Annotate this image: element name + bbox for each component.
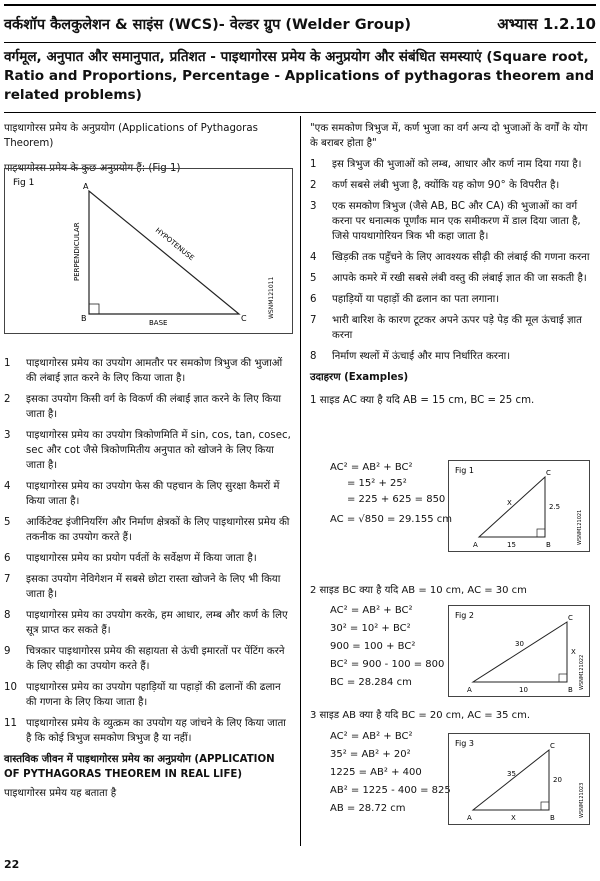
- vertex-b: B: [81, 314, 87, 323]
- right-angle-mark: [89, 304, 99, 314]
- ex-fig-2-side-ab: 10: [519, 686, 528, 694]
- ex1-line-1: AC² = AB² + BC²: [330, 462, 413, 473]
- list-item-text: खिड़की तक पहुँचने के लिए आवश्यक सीढ़ी की लंबाई की गणना करना: [332, 252, 590, 263]
- perpendicular-label: PERPENDICULAR: [73, 222, 81, 281]
- example-3-solution: [330, 728, 451, 818]
- list-item-text: इस त्रिभुज की भुजाओं को लम्ब, आधार और कर्ण नाम दिया गया है।: [332, 159, 582, 170]
- list-item-text: एक समकोण त्रिभुज (जैसे AB, BC और CA) की भुजाओं का वर्ग करना पर धनात्मक पूर्णांक मान एक समीकरण में डाल दिया जाता है, जिसे पायथागोरियन त्रिक भी कहा जाता है।: [332, 201, 581, 242]
- ex2-line-4: BC² = 900 - 100 = 800: [330, 659, 445, 670]
- list-item: [310, 271, 596, 286]
- ex-fig-1-a: A: [473, 541, 478, 549]
- list-item: [4, 479, 292, 509]
- example-figure-3: [448, 733, 590, 825]
- list-item-text: पाइथागोरस प्रमेय का उपयोग त्रिकोणमिति में sin, cos, tan, cosec, sec और cot जैसे त्रिकोणमितीय अनुपात को खोजने के लिए किया जाता है।: [26, 430, 291, 471]
- ex-fig-3-code: WSNM121023: [579, 782, 585, 818]
- example-2-question: 2 साइड BC क्या है यदि AB = 10 cm, AC = 30 cm: [310, 585, 527, 596]
- ex3-line-4: AB² = 1225 - 400 = 825: [330, 785, 451, 796]
- ex-fig-2-code: WSNM121022: [579, 654, 585, 690]
- ex-fig-2-x: X: [571, 648, 576, 656]
- page-title: वर्गमूल, अनुपात और समानुपात, प्रतिशत - पाइथागोरस प्रमेय के अनुप्रयोग और संबंधित समस्याएं (Square root, Ratio and Proportions, Percentage - Applications of pythagoras theorem and related problems): [4, 49, 595, 103]
- ex-fig-2-label: Fig 2: [455, 611, 474, 620]
- header-rule: [4, 42, 596, 43]
- list-item: [4, 392, 292, 422]
- list-item-number: 7: [4, 574, 11, 585]
- ex2-line-2: 30² = 10² + BC²: [330, 623, 411, 634]
- ex-fig-3-triangle: [473, 750, 549, 810]
- list-item-number: 8: [4, 610, 11, 621]
- applications-list: [4, 356, 292, 746]
- list-item-number: 3: [310, 201, 317, 212]
- example-3-question: 3 साइड AB क्या है यदि BC = 20 cm, AC = 35 cm.: [310, 710, 531, 721]
- ex-fig-2-triangle: [473, 622, 567, 682]
- example-figure-3-drawing: [449, 734, 589, 824]
- example-figure-1: [448, 460, 590, 552]
- ex-fig-3-a: A: [467, 814, 472, 822]
- list-item-number: 1: [310, 159, 317, 170]
- list-item-text: कर्ण सबसे लंबी भुजा है, क्योंकि यह कोण 90° के विपरीत है।: [332, 180, 560, 191]
- list-item-text: पाइथागोरस प्रमेय का उपयोग आमतौर पर समकोण त्रिभुज की भुजाओं की लंबाई ज्ञात करने के लिए किया जाता है।: [26, 358, 283, 384]
- ex3-line-3: 1225 = AB² + 400: [330, 767, 422, 778]
- list-item: [310, 178, 596, 193]
- list-item: [310, 349, 596, 364]
- figure-1-label: Fig 1: [13, 178, 35, 188]
- list-item-text: पहाड़ियों या पहाड़ों की ढलान का पता लगाना।: [332, 294, 500, 305]
- ex-fig-2-side-ac: 30: [515, 640, 524, 648]
- triangle-shape: [89, 191, 239, 314]
- list-item-number: 9: [4, 646, 11, 657]
- ex-fig-1-side-ab: 15: [507, 541, 516, 549]
- ex-fig-2-b: B: [568, 686, 573, 694]
- list-item-number: 5: [4, 517, 11, 528]
- list-item: [4, 716, 292, 746]
- list-item-text: पाइथागोरस प्रमेय का प्रयोग पर्वतों के सर्वेक्षण में किया जाता है।: [26, 553, 257, 564]
- real-life-intro: पाइथागोरस प्रमेय यह बताता है: [4, 788, 117, 799]
- ex-fig-2-right-angle: [559, 674, 567, 682]
- list-item-text: पाइथागोरस प्रमेय के व्युत्क्रम का उपयोग यह जांचने के लिए किया जाता है कि कोई त्रिभुज समकोण त्रिभुज है या नहीं।: [26, 718, 286, 744]
- applications-heading: पाइथागोरस प्रमेय के अनुप्रयोग (Applications of Pythagoras Theorem): [4, 123, 258, 149]
- list-item-text: पाइथागोरस प्रमेय का उपयोग पहाड़ियों या पहाड़ों की ढलानों की ढलान की गणना के लिए किया जाता है।: [26, 682, 281, 708]
- ex-fig-2-a: A: [467, 686, 472, 694]
- list-item: [4, 572, 292, 602]
- ex-fig-1-code: WSNM121021: [577, 509, 583, 545]
- ex3-line-1: AC² = AB² + BC²: [330, 731, 413, 742]
- list-item-number: 11: [4, 718, 17, 729]
- base-label: BASE: [149, 319, 168, 327]
- right-column: [310, 121, 596, 408]
- vertex-a: A: [83, 182, 89, 191]
- list-item-text: आपके कमरे में रखी सबसे लंबी वस्तु की लंबाई ज्ञात की जा सकती है।: [332, 273, 587, 284]
- column-divider: [300, 116, 301, 846]
- ex1-line-2: = 15² + 25²: [347, 478, 407, 489]
- ex-fig-1-label: Fig 1: [455, 466, 474, 475]
- list-item-number: 6: [310, 294, 317, 305]
- ex-fig-3-right-angle: [541, 802, 549, 810]
- list-item-number: 2: [310, 180, 317, 191]
- example-1-question: 1 साइड AC क्या है यदि AB = 15 cm, BC = 25 cm.: [310, 395, 535, 406]
- applications-intro: पाइथागोरस प्रमेय के कुछ अनुप्रयोग हैं: (Fig 1): [4, 163, 181, 174]
- list-item-text: आर्किटेक्ट इंजीनियरिंग और निर्माण क्षेत्रकों के लिए पाइथागोरस प्रमेय की तकनीक का उपयोग करते हैं।: [26, 517, 290, 543]
- list-item: [4, 515, 292, 545]
- ex-fig-2-c: C: [568, 614, 573, 622]
- list-item: [4, 356, 292, 386]
- ex-fig-1-b: B: [546, 541, 551, 549]
- list-item-number: 6: [4, 553, 11, 564]
- list-item-number: 7: [310, 315, 317, 326]
- list-item-text: निर्माण स्थलों में ऊंचाई और माप निर्धारित करना।: [332, 351, 511, 362]
- list-item-number: 1: [4, 358, 11, 369]
- list-item: [310, 250, 596, 265]
- list-item: [4, 644, 292, 674]
- example-figure-2: [448, 605, 590, 697]
- ex3-line-2: 35² = AB² + 20²: [330, 749, 411, 760]
- ex-fig-3-c: C: [550, 742, 555, 750]
- example-2-solution: [330, 602, 444, 692]
- exercise-number: अभ्यास 1.2.10: [497, 15, 596, 33]
- list-item-number: 2: [4, 394, 11, 405]
- list-item: [310, 292, 596, 307]
- vertex-c: C: [241, 314, 247, 323]
- list-item: [4, 551, 292, 566]
- examples-heading: उदाहरण (Examples): [310, 372, 409, 383]
- ex-fig-1-right-angle: [537, 529, 545, 537]
- list-item-number: 4: [4, 481, 11, 492]
- ex-fig-3-b: B: [550, 814, 555, 822]
- list-item-text: चित्रकार पाइथागोरस प्रमेय की सहायता से ऊंची इमारतों पर पेंटिंग करने के लिए सीढ़ी का उपयोग करते हैं।: [26, 646, 285, 672]
- example-figure-1-drawing: [449, 461, 589, 551]
- ex1-line-3: = 225 + 625 = 850: [347, 494, 446, 505]
- ex-fig-3-label: Fig 3: [455, 739, 474, 748]
- figure-1: [4, 168, 293, 334]
- top-rule: [4, 4, 596, 6]
- example-figure-2-drawing: [449, 606, 589, 696]
- ex2-line-5: BC = 28.284 cm: [330, 677, 412, 688]
- ex-fig-1-x: X: [507, 499, 512, 507]
- list-item: [310, 199, 596, 244]
- real-life-heading: वास्तविक जीवन में पाइथागोरस प्रमेय का अनुप्रयोग (APPLICATION OF PYTHAGORAS THEOREM IN REAL LIFE): [4, 754, 275, 780]
- ex2-line-3: 900 = 100 + BC²: [330, 641, 416, 652]
- list-item-text: पाइथागोरस प्रमेय का उपयोग फेस की पहचान के लिए सुरक्षा कैमरों में किया जाता है।: [26, 481, 280, 507]
- ex-fig-3-x: X: [511, 814, 516, 822]
- ex2-line-1: AC² = AB² + BC²: [330, 605, 413, 616]
- list-item: [4, 608, 292, 638]
- list-item: [4, 428, 292, 473]
- list-item-text: इसका उपयोग किसी वर्ग के विकर्ण की लंबाई ज्ञात करने के लिए किया जाता है।: [26, 394, 282, 420]
- figure-1-drawing: [5, 169, 292, 333]
- list-item-number: 10: [4, 682, 17, 693]
- ex-fig-1-triangle: [479, 477, 545, 537]
- figure-1-code: WSNM121011: [268, 276, 275, 319]
- list-item-text: इसका उपयोग नेविगेशन में सबसे छोटा रास्ता खोजने के लिए भी किया जाता है।: [26, 574, 281, 600]
- hypotenuse-label: HYPOTENUSE: [153, 226, 196, 263]
- example-1-solution: [330, 460, 452, 528]
- ex-fig-3-side-bc: 20: [553, 776, 562, 784]
- list-item: [4, 680, 292, 710]
- list-item-number: 4: [310, 252, 317, 263]
- ex3-line-5: AB = 28.72 cm: [330, 803, 406, 814]
- ex1-line-4: AC = √850 = 29.155 cm: [330, 514, 452, 525]
- title-rule: [4, 112, 596, 113]
- list-item-text: भारी बारिश के कारण टूटकर अपने ऊपर पड़े पेड़ की मूल ऊंचाई ज्ञात करना: [332, 315, 582, 341]
- ex-fig-1-c: C: [546, 469, 551, 477]
- page-number: 22: [4, 858, 20, 871]
- theorem-quote: "एक समकोण त्रिभुज में, कर्ण भुजा का वर्ग अन्य दो भुजाओं के वर्गों के योग के बराबर होता है": [310, 123, 588, 149]
- theorem-points-list: [310, 157, 596, 364]
- header-title: वर्कशॉप कैलकुलेशन & साइंस (WCS)- वेल्डर ग्रुप (Welder Group): [4, 17, 412, 33]
- list-item-number: 3: [4, 430, 11, 441]
- list-item-number: 5: [310, 273, 317, 284]
- list-item: [310, 313, 596, 343]
- list-item-number: 8: [310, 351, 317, 362]
- ex-fig-3-side-ac: 35: [507, 770, 516, 778]
- page-header: [4, 14, 596, 36]
- list-item: [310, 157, 596, 172]
- list-item-text: पाइथागोरस प्रमेय का उपयोग करके, हम आधार, लम्ब और कर्ण के लिए सूत्र प्राप्त कर सकते हैं।: [26, 610, 288, 636]
- ex-fig-1-side-bc: 2.5: [549, 503, 561, 511]
